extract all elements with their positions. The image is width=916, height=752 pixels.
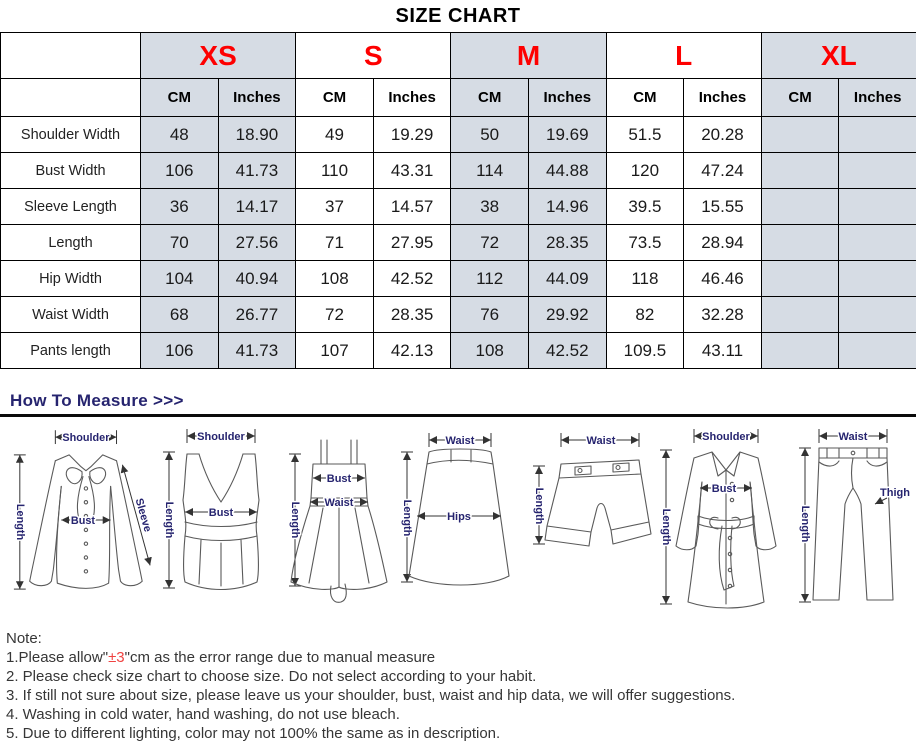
row-label: Length [1, 225, 141, 261]
cell: 46.46 [684, 261, 762, 297]
tank-shoulder-label: Shoulder [196, 431, 245, 443]
cell [761, 225, 839, 261]
cell: 39.5 [606, 189, 684, 225]
cell: 44.09 [528, 261, 606, 297]
page-title: SIZE CHART [395, 5, 521, 27]
unit-cm-l: CM [606, 79, 684, 117]
cell: 47.24 [684, 153, 762, 189]
blouse-sleeve-label: Sleeve [132, 497, 154, 534]
notes-heading: Note: [6, 630, 42, 647]
table-row-shoulder-width [1, 117, 916, 153]
shorts-length-label: Length [533, 487, 546, 525]
note-1-suffix: "cm as the error range due to manual measure [124, 649, 436, 666]
blouse-bust-label: Bust [70, 514, 96, 527]
corner-cell [1, 79, 141, 117]
cell: 68 [141, 297, 219, 333]
table-row-bust-width [1, 153, 916, 189]
cell: 14.96 [528, 189, 606, 225]
note-line-1 [6, 648, 908, 667]
cell: 44.88 [528, 153, 606, 189]
unit-inches-xl: Inches [839, 79, 916, 117]
cell: 19.69 [528, 117, 606, 153]
cell: 108 [451, 333, 529, 369]
cell: 42.52 [528, 333, 606, 369]
unit-header-row [1, 79, 916, 117]
cell: 43.31 [373, 153, 451, 189]
note-1-prefix: 1.Please allow" [6, 649, 109, 666]
cell: 36 [141, 189, 219, 225]
how-to-measure-heading: How To Measure >>> [10, 391, 184, 410]
cell: 29.92 [528, 297, 606, 333]
table-row-length [1, 225, 916, 261]
row-label: Shoulder Width [1, 117, 141, 153]
cell: 32.28 [684, 297, 762, 333]
unit-cm-xl: CM [761, 79, 839, 117]
cell [761, 333, 839, 369]
table-row-waist-width [1, 297, 916, 333]
coat-length-label: Length [660, 508, 673, 546]
measure-diagrams [0, 417, 916, 619]
cell: 26.77 [218, 297, 296, 333]
coat-shoulder-label: Shoulder [702, 431, 750, 443]
pants-waist-label: Waist [838, 431, 868, 443]
note-1-tolerance: ±3 [108, 649, 125, 666]
cell [761, 117, 839, 153]
row-label: Pants length [1, 333, 141, 369]
measure-figure-shorts [521, 424, 653, 619]
table-row-pants-length [1, 333, 916, 369]
cell: 28.35 [528, 225, 606, 261]
cell [839, 297, 916, 333]
cell [839, 117, 916, 153]
size-header-m: M [451, 33, 606, 79]
cell: 72 [296, 297, 374, 333]
note-line-4: 4. Washing in cold water, hand washing, do not use bleach. [6, 706, 400, 723]
blouse-length-label: Length [13, 503, 26, 541]
unit-inches-xs: Inches [218, 79, 296, 117]
cell [761, 153, 839, 189]
dress-bust-label: Bust [326, 473, 351, 485]
size-header-s: S [296, 33, 451, 79]
cell [839, 189, 916, 225]
cell: 104 [141, 261, 219, 297]
size-chart-table [0, 32, 916, 369]
shorts-waist-label: Waist [586, 435, 616, 447]
cell: 37 [296, 189, 374, 225]
cell: 42.52 [373, 261, 451, 297]
cell: 110 [296, 153, 374, 189]
skirt-length-label: Length [401, 499, 414, 537]
cell: 109.5 [606, 333, 684, 369]
cell: 41.73 [218, 153, 296, 189]
cell [839, 225, 916, 261]
unit-cm-s: CM [296, 79, 374, 117]
cell [761, 297, 839, 333]
cell: 72 [451, 225, 529, 261]
cell: 73.5 [606, 225, 684, 261]
unit-inches-s: Inches [373, 79, 451, 117]
cell [839, 153, 916, 189]
cell: 108 [296, 261, 374, 297]
cell: 70 [141, 225, 219, 261]
notes-section [0, 619, 916, 749]
cell: 43.11 [684, 333, 762, 369]
unit-cm-m: CM [451, 79, 529, 117]
cell [839, 333, 916, 369]
pants-thigh-label: Thigh [880, 487, 910, 499]
size-header-xl: XL [761, 33, 916, 79]
cell: 27.95 [373, 225, 451, 261]
coat-bust-label: Bust [711, 483, 737, 495]
unit-inches-l: Inches [684, 79, 762, 117]
dress-waist-label: Waist [324, 497, 354, 509]
tank-length-label: Length [162, 501, 175, 539]
measure-figure-tank-top [157, 424, 282, 619]
row-label: Waist Width [1, 297, 141, 333]
note-line-5: 5. Due to different lighting, color may not 100% the same as in description. [6, 725, 501, 742]
cell: 27.56 [218, 225, 296, 261]
unit-cm-xs: CM [141, 79, 219, 117]
cell [839, 261, 916, 297]
measure-figure-skirt [395, 424, 520, 619]
cell: 14.57 [373, 189, 451, 225]
measure-figure-pants [795, 424, 910, 619]
dress-length-label: Length [288, 501, 301, 539]
note-line-2: 2. Please check size chart to choose size. Do not select according to your habit. [6, 668, 537, 685]
pants-length-label: Length [798, 505, 811, 543]
blouse-shoulder-label: Shoulder [62, 432, 110, 445]
cell: 118 [606, 261, 684, 297]
cell: 41.73 [218, 333, 296, 369]
cell [761, 261, 839, 297]
cell: 48 [141, 117, 219, 153]
row-label: Sleeve Length [1, 189, 141, 225]
cell: 112 [451, 261, 529, 297]
cell: 28.94 [684, 225, 762, 261]
size-header-l: L [606, 33, 761, 79]
row-label: Bust Width [1, 153, 141, 189]
cell: 19.29 [373, 117, 451, 153]
cell: 42.13 [373, 333, 451, 369]
cell: 38 [451, 189, 529, 225]
cell: 49 [296, 117, 374, 153]
note-line-3: 3. If still not sure about size, please leave us your shoulder, bust, waist and hip data, we will offer suggestions. [6, 687, 736, 704]
cell: 107 [296, 333, 374, 369]
cell: 20.28 [684, 117, 762, 153]
cell: 106 [141, 333, 219, 369]
skirt-waist-label: Waist [446, 435, 475, 447]
measure-figure-blouse [6, 424, 156, 619]
table-row-hip-width [1, 261, 916, 297]
cell: 120 [606, 153, 684, 189]
cell: 50 [451, 117, 529, 153]
skirt-hips-label: Hips [447, 511, 472, 523]
cell: 28.35 [373, 297, 451, 333]
cell: 51.5 [606, 117, 684, 153]
cell: 14.17 [218, 189, 296, 225]
cell: 82 [606, 297, 684, 333]
cell: 15.55 [684, 189, 762, 225]
cell: 71 [296, 225, 374, 261]
cell: 106 [141, 153, 219, 189]
table-row-sleeve-length [1, 189, 916, 225]
tank-bust-label: Bust [208, 507, 234, 519]
size-header-row [1, 33, 916, 79]
row-label: Hip Width [1, 261, 141, 297]
measure-figure-dress [283, 424, 395, 619]
unit-inches-m: Inches [528, 79, 606, 117]
cell: 40.94 [218, 261, 296, 297]
cell [761, 189, 839, 225]
cell: 114 [451, 153, 529, 189]
measure-figure-coat [654, 424, 794, 619]
cell: 18.90 [218, 117, 296, 153]
size-header-xs: XS [141, 33, 296, 79]
corner-cell [1, 33, 141, 79]
cell: 76 [451, 297, 529, 333]
